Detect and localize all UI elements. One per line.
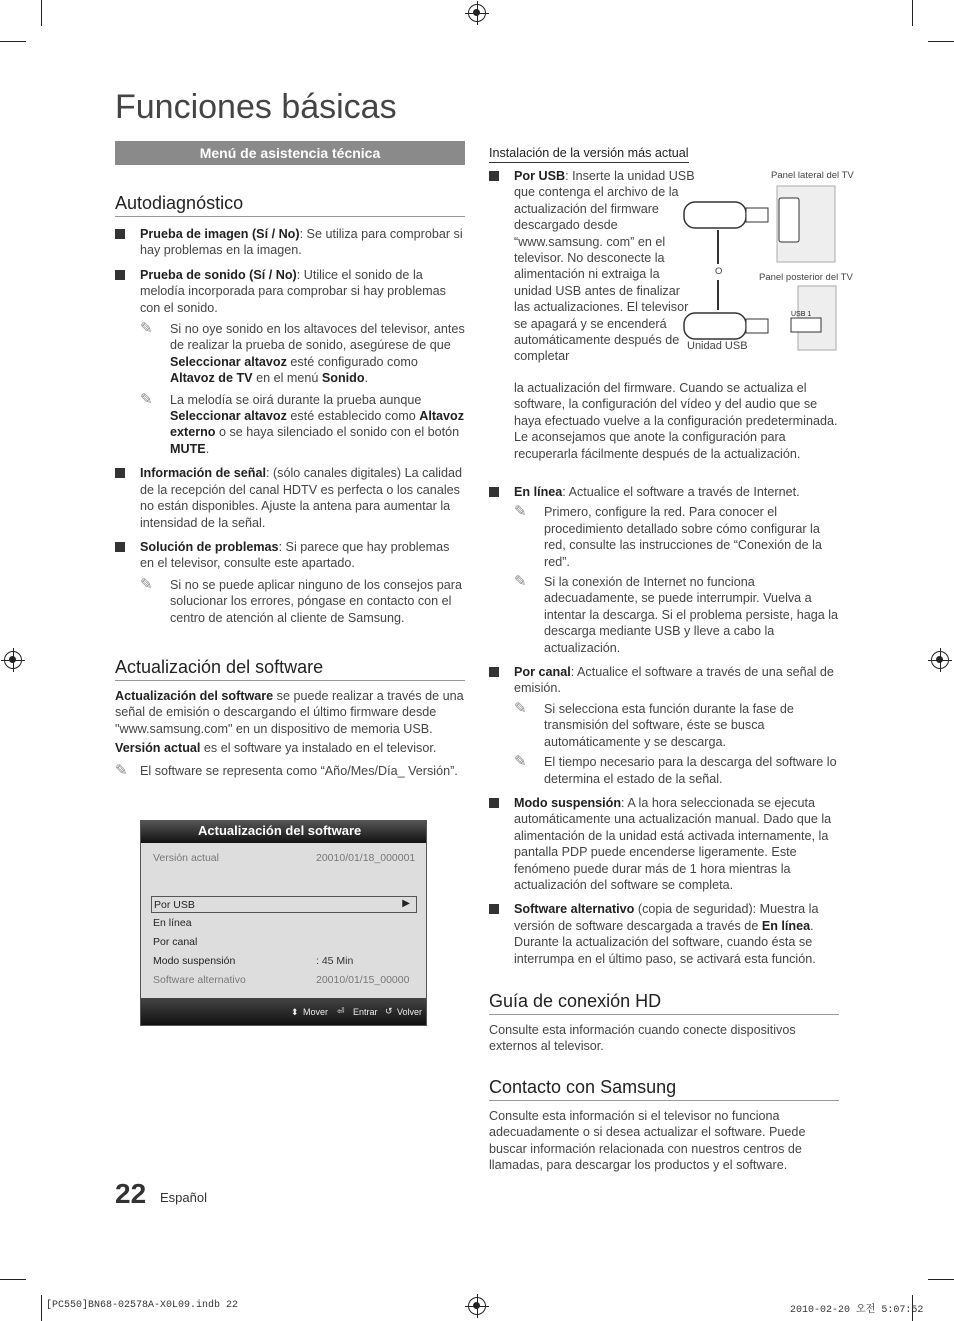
rear-usb-port [791, 318, 821, 332]
usb-stick-top [684, 202, 746, 228]
figure-usb-label: Unidad USB [687, 340, 748, 352]
software-section [115, 657, 465, 779]
enter-icon: ⏎ [337, 1006, 345, 1016]
registration-mark-icon [468, 1297, 486, 1315]
note-pencil-icon: ✎ [140, 390, 153, 408]
software-update-menu [140, 820, 427, 1026]
bullet-por-canal: Por canal: Actualice el software a través de una señal de emisión. [489, 664, 839, 697]
menu-item-en-linea[interactable]: En línea [153, 917, 192, 929]
software-current-version: Versión actual es el software ya instalado en el televisor. [115, 741, 437, 756]
figure-usb1-label: USB 1 [791, 311, 812, 318]
registration-mark-icon [931, 651, 949, 669]
menu-title: Actualización del software [141, 821, 426, 843]
bullet-por-usb: Por USB: Inserte la unidad USB que contenga el archivo de la actualización del firmware descargado desde “www.samsung. com” en el televisor. No desconecte la alimentación ni extraiga la unidad USB antes de finalizar las actualizaciones. El televisor se apagará y se encenderá automáticamente después de completar [489, 168, 696, 365]
usb-connection-figure [680, 168, 840, 358]
figure-or-label: O [715, 266, 723, 277]
note-sound-1: ✎ Si no oye sonido en los altavoces del televisor, antes de realizar la prueba de sonido, asegúrese de que Seleccionar altavoz esté configurado como Altavoz de TV en el menú Sonido. [140, 320, 465, 386]
hd-heading: Guía de conexión HD [489, 991, 839, 1015]
note-channel-2: ✎ El tiempo necesario para la descarga del software lo determina el estado de la señal. [514, 753, 837, 786]
note-version-format: ✎ El software se representa como “Año/Mes/Día_ Versión”. [115, 761, 458, 779]
menu-item-por-canal[interactable]: Por canal [153, 936, 198, 948]
section-bar: Menú de asistencia técnica [115, 141, 465, 165]
autodiag-section [115, 193, 465, 626]
note-pencil-icon: ✎ [514, 753, 527, 771]
current-version-value: 20010/01/18_000001 [316, 852, 416, 864]
install-heading: Instalación de la versión más actual [489, 145, 689, 163]
language-label: Español [160, 1190, 207, 1205]
footer-enter: Entrar [353, 1007, 378, 1017]
bullet-sound-test: Prueba de sonido (Sí / No): Utilice el sonido de la melodía incorporada para comprobar si hay problemas con el sonido. [115, 267, 465, 316]
figure-rear-label: Panel posterior del TV [759, 272, 853, 283]
usb-plug-top [746, 208, 768, 222]
footer-back: Volver [397, 1007, 423, 1017]
note-pencil-icon: ✎ [514, 573, 527, 591]
figure-side-label: Panel lateral del TV [771, 170, 854, 181]
current-version-label: Versión actual [153, 852, 219, 864]
note-channel-1: ✎ Si selecciona esta función durante la fase de transmisión del software, éste se busca automáticamente y se descarga. [514, 699, 794, 749]
autodiag-heading: Autodiagnóstico [115, 193, 465, 217]
note-pencil-icon: ✎ [140, 320, 153, 338]
note-pencil-icon: ✎ [115, 761, 128, 779]
usb-stick-bottom [684, 313, 746, 339]
usb-plug-bottom [746, 319, 768, 333]
software-intro: Actualización del software se puede realizar a través de una señal de emisión o descargando el último firmware desde "www.samsung.com" en un dispositivo de memoria USB. [115, 689, 464, 736]
note-online-2: ✎ Si la conexión de Internet no funciona adecuadamente, se puede interrumpir. Vuelva a intentar la descarga. Si el problema persiste, haga la descarga mediante USB y lleve a cabo la actualización. [514, 573, 839, 655]
contact-text: Consulte esta información si el televisor no funciona adecuadamente o si desea actualizar el software. Puede buscar información relacionada con nuestros centros de llamadas, para descargar los productos y el software. [489, 1109, 806, 1173]
contact-section [489, 1077, 839, 1174]
bullet-signal-info: Información de señal: (sólo canales digitales) La calidad de la recepción del canal HDTV es perfecta o los canales no están disponibles. Ajuste la antena para aumentar la intensidad de la señal. [115, 465, 465, 531]
footer-file-info: [PC550]BN68-02578A-X0L09.indb 22 [46, 1300, 239, 1311]
bullet-en-linea: En línea: Actualice el software a través de Internet. [489, 484, 839, 500]
bullet-software-alternativo: Software alternativo (copia de seguridad): Muestra la versión de software descargada a través de En línea. Durante la actualización del software, cuando ésta se interrumpa en el último paso, se activará esta función. [489, 901, 839, 967]
software-heading: Actualización del software [115, 657, 465, 681]
bullet-modo-suspension: Modo suspensión: A la hora seleccionada se ejecuta automáticamente una actualización manual. Dado que la alimentación de la unidad está activada internamente, la pantalla PDP puede encenderse ligeramente. Este fenómeno puede durar más de 1 hora mientras la actualización del software se completa. [489, 795, 839, 893]
usb-text-continued: la actualización del firmware. Cuando se actualiza el software, la configuración del vídeo y del audio que se haya efectuado vuelve a la configuración predeterminada. Le aconsejamos que anote la configuración para recuperarla fácilmente después de la actualización. [514, 381, 838, 461]
bullet-picture-test: Prueba de imagen (Sí / No): Se utiliza para comprobar si hay problemas en la imagen. [115, 226, 465, 259]
alt-software-value: 20010/01/15_00000 [316, 974, 410, 986]
registration-mark-icon [4, 651, 22, 669]
note-online-1: ✎ Primero, configure la red. Para conocer el procedimiento detallado sobre cómo configurar la red, consulte las instrucciones de “Conexión de la red”. [514, 503, 822, 569]
menu-item-software-alternativo[interactable]: Software alternativo [153, 974, 246, 986]
footer-move: Mover [303, 1007, 329, 1017]
note-troubleshooting: ✎ Si no se puede aplicar ninguno de los consejos para solucionar los errores, póngase en contacto con el centro de atención al cliente de Samsung. [140, 575, 462, 625]
note-pencil-icon: ✎ [140, 575, 153, 593]
hd-guide-section [489, 991, 839, 1055]
footer-timestamp: 2010-02-20 오전 5:07:52 [790, 1305, 924, 1316]
return-icon: ↺ [385, 1006, 393, 1016]
side-usb-port [779, 198, 799, 242]
menu-item-modo-suspension[interactable]: Modo suspensión [153, 955, 236, 967]
menu-item-label: Por USB [154, 899, 195, 911]
hd-text: Consulte esta información cuando conecte dispositivos externos al televisor. [489, 1023, 796, 1054]
page-title: Funciones básicas [115, 88, 397, 126]
arrow-right-icon: ▶ [402, 898, 410, 909]
updown-icon: ⬍ [291, 1007, 299, 1017]
note-pencil-icon: ✎ [514, 503, 527, 521]
standby-value: : 45 Min [316, 955, 354, 967]
note-sound-2: ✎ La melodía se oirá durante la prueba aunque Seleccionar altavoz esté establecido como Altavoz externo o se haya silenciado el sonido con el botón MUTE. [140, 390, 465, 456]
contact-heading: Contacto con Samsung [489, 1077, 839, 1101]
note-pencil-icon: ✎ [514, 699, 527, 717]
page-number: 22 [115, 1178, 147, 1209]
menu-item-por-usb[interactable] [151, 896, 417, 913]
registration-mark-icon [468, 4, 486, 22]
menu-footer [141, 998, 426, 1025]
update-methods [489, 484, 839, 967]
bullet-troubleshooting: Solución de problemas: Si parece que hay problemas en el televisor, consulte este apartado. [115, 539, 465, 572]
